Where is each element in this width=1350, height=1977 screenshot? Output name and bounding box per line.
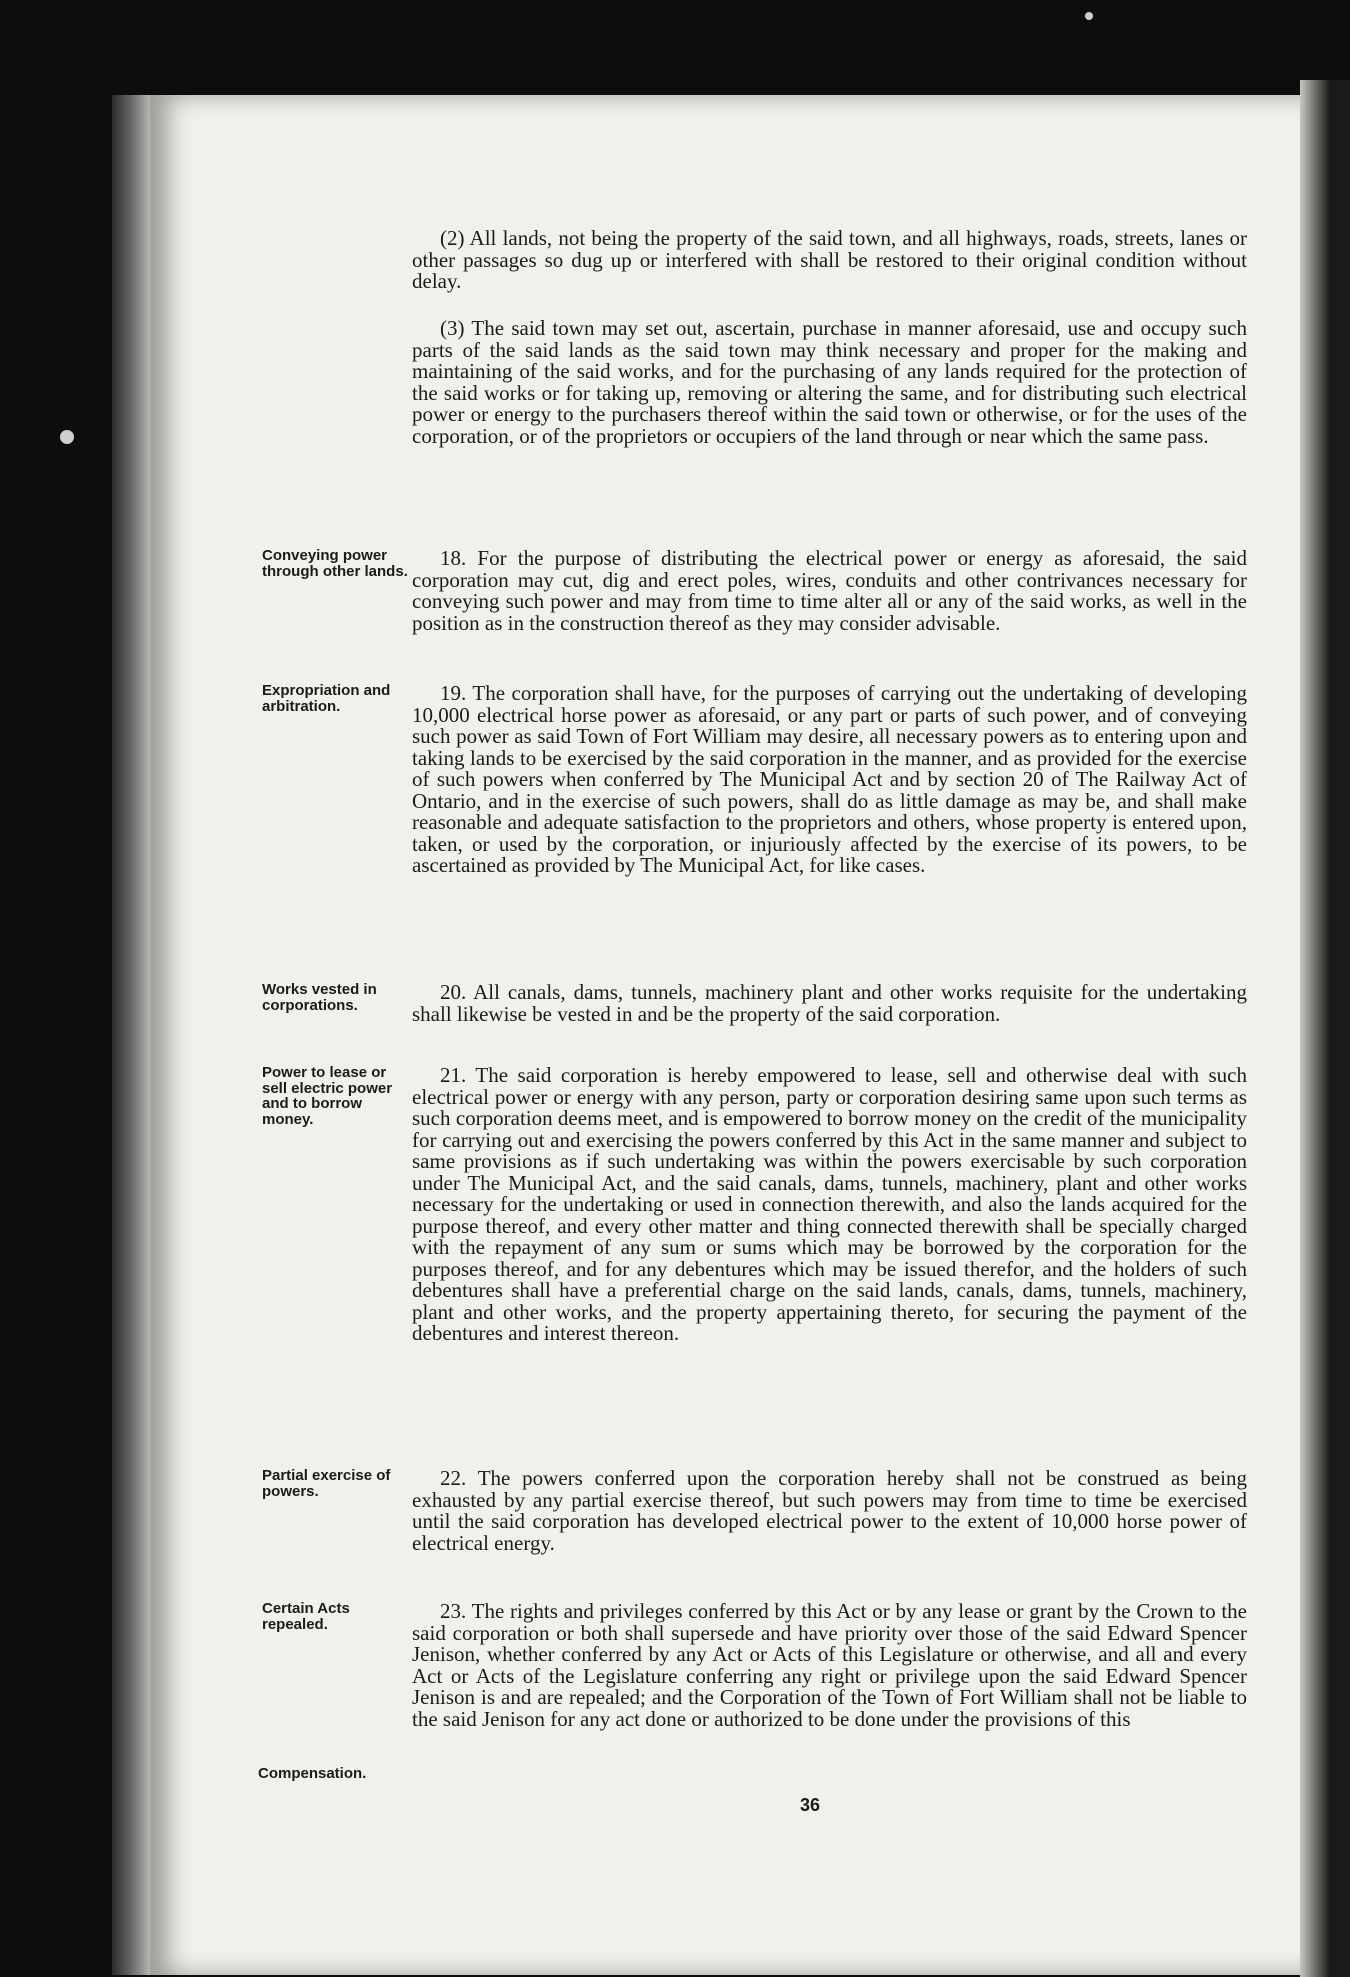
section-21: 21. The said corporation is hereby empowered to lease, sell and otherwise deal with such electrical power or energy with any person, party or corporation desiring same upon such terms as such corporation deems meet, and is empowered to borrow money on the credit of the municipality for carrying out and exercising the powers conferred by this Act in the same manner and subject to same provisions as if such undertaking was within the powers exercisable by such corporation under The Municipal Act, and the said canals, dams, tunnels, machinery, plant and other works necessary for the undertaking or used in connection therewith, and also the lands acquired for the purpose thereof, and every other matter and thing connected therewith shall be specially charged with the repayment of any sum or sums which may be borrowed by the corporation for the purposes thereof, and for any debentures which may be issued therefor, and the holders of such debentures shall have a preferential charge on the said lands, canals, dams, tunnels, machinery, plant and other works, and the property appertaining thereto, for securing the payment of the debentures and interest thereon. [412, 1063, 1247, 1345]
scan-speck [60, 430, 74, 444]
paragraph-3: (3) The said town may set out, ascertain, purchase in manner aforesaid, use and occupy such parts of the said lands as the said town may think necessary and proper for the making and maintaining of the said works, and for the purchasing of any lands required for the protection of the said works or for taking up, removing or altering the same, and for distributing such electrical power or energy to the purchasers thereof within the said town or otherwise, or for the uses of the corporation, or of the proprietors or occupiers of the land through or near which the same pass. [412, 316, 1247, 448]
margin-note-certain-acts: Certain Acts repealed. [262, 1600, 350, 1633]
margin-note-power-to-lease: Power to lease or sell electric power and to borrow money. [262, 1064, 393, 1128]
section-19: 19. The corporation shall have, for the purposes of carrying out the undertaking of developing 10,000 electrical horse power as aforesaid, or any part or parts of such power, and of conveying such power as said Town of Fort William may desire, all necessary powers as to entering upon and taking lands to be exercised by the said corporation in the manner, and as provided for the exercise of such powers when conferred by The Municipal Act and by section 20 of The Railway Act of Ontario, and in the exercise of such powers, shall do as little damage as may be, and shall make reasonable and adequate satisfaction to the proprietors and others, whose property is entered upon, taken, or used by the corporation, or injuriously affected by the exercise of its powers, to be ascertained as provided by The Municipal Act, for like cases. [412, 681, 1247, 877]
margin-note-partial-exercise: Partial exercise of powers. [262, 1467, 391, 1500]
section-20: 20. All canals, dams, tunnels, machinery plant and other works requisite for the undertaking shall likewise be vested in and be the property of the said corporation. [412, 980, 1247, 1026]
margin-note-works-vested: Works vested in corporations. [262, 981, 377, 1014]
section-22: 22. The powers conferred upon the corporation hereby shall not be construed as being exhausted by any partial exercise thereof, but such powers may from time to time be exercised until the said corporation has developed electrical power to the extent of 10,000 horse power of electrical energy. [412, 1466, 1247, 1555]
page-number: 36 [800, 1795, 821, 1815]
paragraph-2: (2) All lands, not being the property of the said town, and all highways, roads, streets, lanes or other passages so dug up or interfered with shall be restored to their original condition without delay. [412, 226, 1247, 293]
margin-note-compensation: Compensation. [258, 1765, 367, 1782]
scan-speck [1085, 12, 1093, 20]
margin-note-conveying-power: Conveying power through other lands. [262, 547, 408, 580]
section-18: 18. For the purpose of distributing the electrical power or energy as aforesaid, the said corporation may cut, dig and erect poles, wires, conduits and other contrivances necessary for conveying such power and may from time to time alter all or any of the said works, as well in the position as in the construction thereof as they may consider advisable. [412, 546, 1247, 635]
margin-note-expropriation: Expropriation and arbitration. [262, 682, 391, 715]
page-right-edge [1300, 80, 1350, 1977]
section-23: 23. The rights and privileges conferred by this Act or by any lease or grant by the Crown to the said corporation or both shall supersede and have priority over those of the said Edward Spencer Jenison, whether conferred by any Act or Acts of this Legislature or otherwise, and all and every Act or Acts of the Legislature conferring any right or privilege upon the said Edward Spencer Jenison is and are repealed; and the Corporation of the Town of Fort William shall not be liable to the said Jenison for any act done or authorized to be done under the provisions of this [412, 1599, 1247, 1731]
